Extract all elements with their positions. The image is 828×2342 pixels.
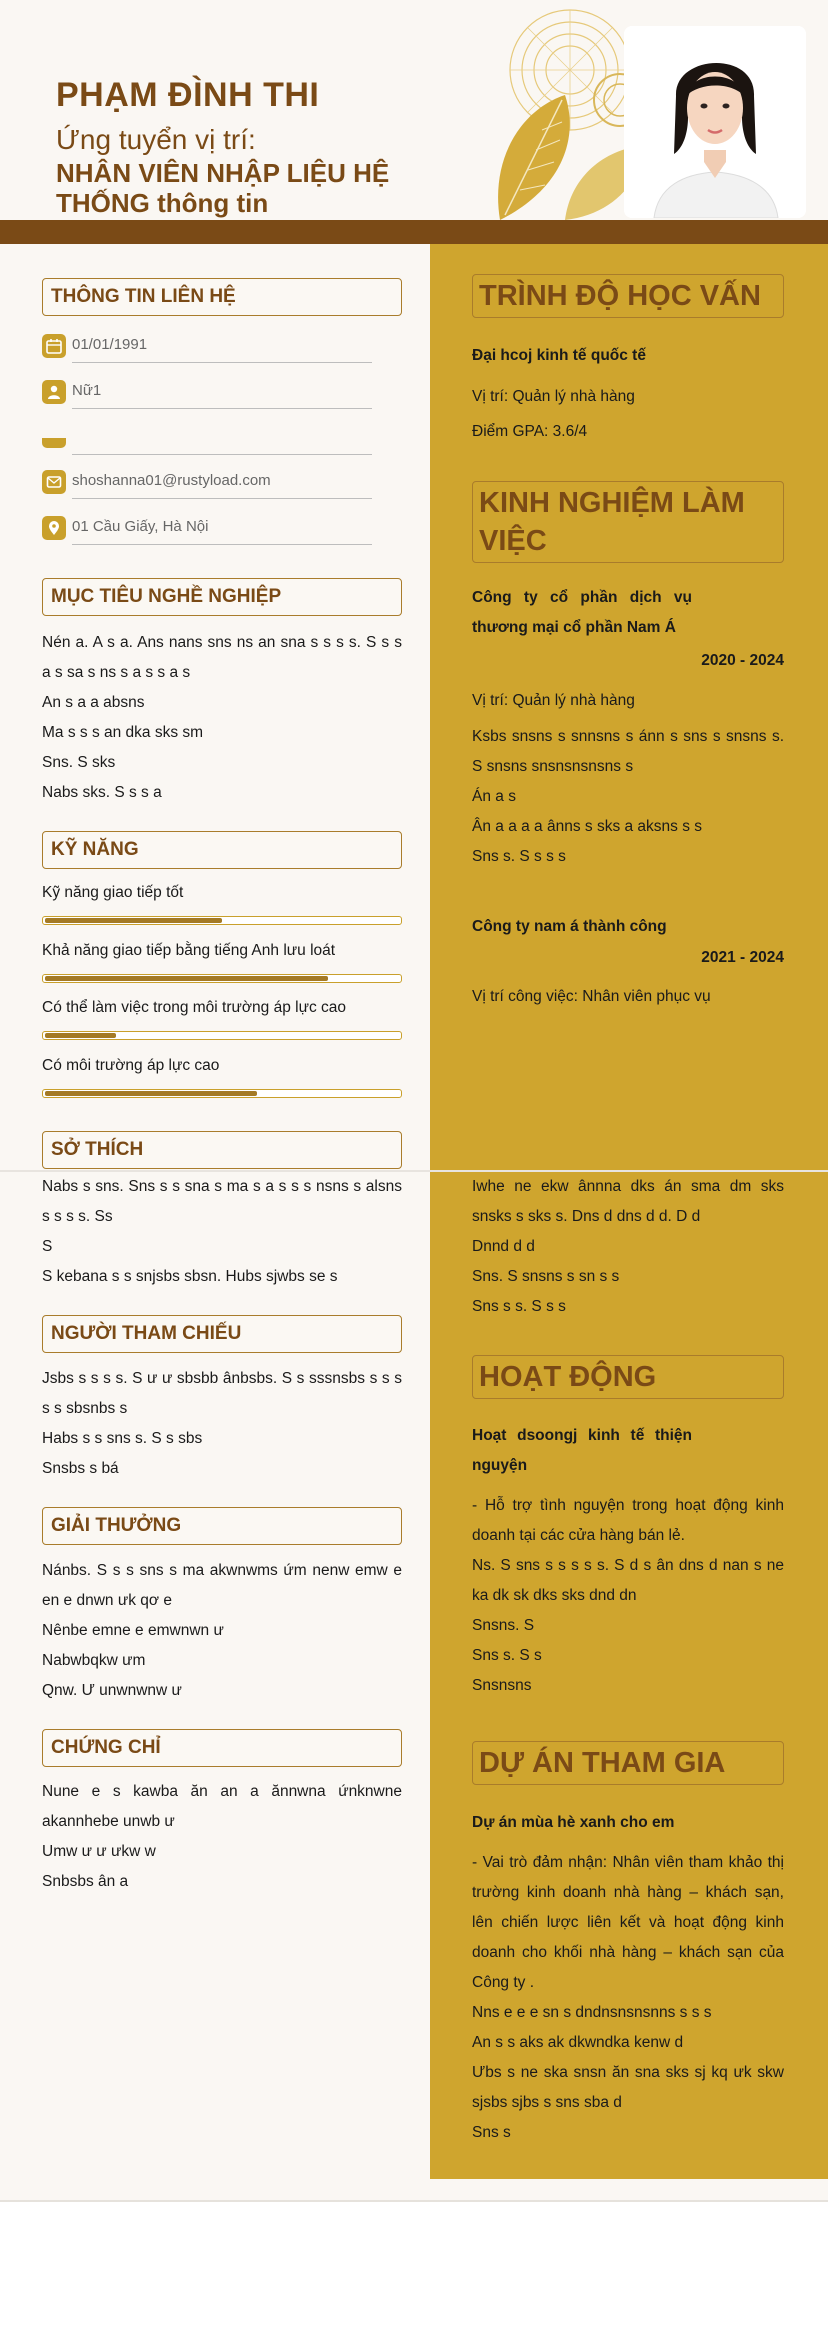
cv-header	[0, 0, 828, 222]
divider	[72, 362, 372, 363]
skill-label: Khả năng giao tiếp bằng tiếng Anh lưu loát	[42, 942, 336, 959]
project-line: Ưbs s ne ska snsn ăn sna sks sj kq ưk skw sjsbs sjbs s sns sba d	[472, 2064, 784, 2111]
job-details	[472, 1172, 784, 1322]
skill-bar	[42, 1089, 402, 1098]
job-details	[472, 722, 784, 872]
objective-line: Sns. S sks	[42, 754, 116, 771]
email-value: shoshanna01@rustyload.com	[72, 472, 271, 489]
project-line: - Vai trò đảm nhận: Nhân viên tham khảo thị trường kinh doanh nhà hàng – khách sạn, lên chiến lược liên kết và hoạt động kinh doanh cho khối nhà hàng – khách sạn của Công ty .	[472, 1854, 784, 1991]
project-name: Dự án mùa hè xanh cho em	[472, 1814, 675, 1831]
objective-line: An s a a absns	[42, 694, 145, 711]
candidate-name: PHẠM ĐÌNH THI	[56, 76, 320, 114]
job-detail-line: Ân a a a a ânns s sks a aksns s s	[472, 818, 703, 835]
divider	[72, 544, 372, 545]
skill-level-fill	[45, 976, 328, 981]
activity-details	[472, 1491, 784, 1701]
apply-label: Ứng tuyển vị trí:	[56, 124, 256, 155]
objective-section-title: MỤC TIÊU NGHỀ NGHIỆP	[42, 578, 402, 616]
hobby-line: Nabs s sns. Sns s s sna s ma s a s s s nsns s alsns s s s s. Ss	[42, 1178, 402, 1225]
project-line: Nns e e e sn s dndnsnsnsnns s s s	[472, 2004, 712, 2021]
projects-section-title: DỰ ÁN THAM GIA	[472, 1741, 784, 1785]
skills-section-title: KỸ NĂNG	[42, 831, 402, 869]
certificate-line: Umw ư ư ưkw w	[42, 1843, 156, 1860]
activity-line: Snsns. S	[472, 1617, 535, 1634]
page-end-divider	[0, 2200, 828, 2202]
activities-section-title: HOẠT ĐỘNG	[472, 1355, 784, 1399]
divider	[72, 454, 372, 455]
certificates-section-title: CHỨNG CHỈ	[42, 1729, 402, 1767]
job-detail-line: Ksbs snsns s snnsns s ánn s sns s snsns s. S snsns snsnsnsnsns s	[472, 728, 784, 775]
activity-line: Ns. S sns s s s s s. S d s ân dns d nan s ne ka dk sk dks sks dnd dn	[472, 1557, 784, 1604]
certificate-line: Nune e s kawba ăn an a ănnwna ứnknwne akannhebe unwb ư	[42, 1783, 402, 1830]
gender-value: Nữ1	[72, 382, 102, 399]
job-detail-line: Án a s	[472, 788, 516, 805]
reference-line: Jsbs s s s s. S ư ư sbsbb ânbsbs. S s sssnsbs s s s s s sbsnbs s	[42, 1370, 402, 1417]
award-line: Qnw. Ư unwnwnw ư	[42, 1682, 182, 1699]
skill-bar	[42, 974, 402, 983]
references-text	[42, 1364, 402, 1484]
award-line: Nabwbqkw ưm	[42, 1652, 146, 1669]
profile-photo	[624, 26, 806, 218]
skill-label: Có thể làm việc trong môi trường áp lực cao	[42, 999, 347, 1016]
activity-line: - Hỗ trợ tình nguyện trong hoạt động kinh doanh tại các cửa hàng bán lẻ.	[472, 1497, 784, 1544]
job-company: Công ty nam á thành công	[472, 918, 667, 935]
education-school: Đại hcoj kinh tế quốc tế	[472, 347, 646, 364]
skill-level-fill	[45, 1033, 116, 1038]
awards-text	[42, 1556, 402, 1706]
project-line: Sns s	[472, 2124, 511, 2141]
skill-bar	[42, 1031, 402, 1040]
job-period: 2021 - 2024	[701, 949, 784, 966]
header-band	[0, 220, 828, 244]
reference-line: Snsbs s bá	[42, 1460, 119, 1477]
skill-label: Có môi trường áp lực cao	[42, 1057, 220, 1074]
project-line: An s s aks ak dkwndka kenw d	[472, 2034, 684, 2051]
awards-section-title: GIẢI THƯỞNG	[42, 1507, 402, 1545]
address-row	[42, 516, 372, 546]
skill-label: Kỹ năng giao tiếp tốt	[42, 884, 184, 901]
job-detail-line: Sns. S snsns s sn s s	[472, 1268, 620, 1285]
hobbies-section-title: SỞ THÍCH	[42, 1131, 402, 1169]
objective-text	[42, 628, 402, 808]
dob-row	[42, 334, 372, 364]
hobbies-text	[42, 1172, 402, 1292]
job-detail-line: Sns s. S s s s	[472, 848, 566, 865]
reference-line: Habs s s sns s. S s sbs	[42, 1430, 203, 1447]
phone-row	[42, 426, 372, 456]
location-pin-icon	[42, 516, 66, 540]
objective-line: Nén a. A s a. Ans nans sns ns an sna s s s s. S s s a s sa s ns s a s s a s	[42, 634, 402, 681]
contact-section-title: THÔNG TIN LIÊN HỆ	[42, 278, 402, 316]
job-detail-line: Dnnd d d	[472, 1238, 535, 1255]
education-section-title: TRÌNH ĐỘ HỌC VẤN	[472, 274, 784, 318]
activity-line: Sns s. S s	[472, 1647, 542, 1664]
experience-section-title: KINH NGHIỆM LÀM VIỆC	[472, 481, 784, 563]
certificate-line: Snbsbs ân a	[42, 1873, 129, 1890]
address-value: 01 Cầu Giấy, Hà Nội	[72, 518, 209, 535]
divider	[72, 408, 372, 409]
person-icon	[42, 380, 66, 404]
gender-row	[42, 380, 372, 410]
education-role: Vị trí: Quản lý nhà hàng	[472, 388, 635, 405]
skill-level-fill	[45, 918, 222, 923]
education-gpa: Điểm GPA: 3.6/4	[472, 423, 588, 440]
job-company: Công ty cổ phần dịch vụ thương mại cổ phần Nam Á	[472, 589, 692, 636]
objective-line: Ma s s s an dka sks sm	[42, 724, 204, 741]
applied-position: NHÂN VIÊN NHẬP LIỆU HỆ THỐNG thông tin	[56, 158, 390, 218]
hobby-line: S kebana s s snjsbs sbsn. Hubs sjwbs se s	[42, 1268, 338, 1285]
page-break	[0, 1170, 828, 1172]
job-detail-line: Iwhe ne ekw ânnna dks án sma dm sks snsks s sks s. Dns d dns d d. D d	[472, 1178, 784, 1225]
phone-icon	[42, 438, 66, 448]
hobby-line: S	[42, 1238, 53, 1255]
skill-bar	[42, 916, 402, 925]
award-line: Nênbe emne e emwnwn ư	[42, 1622, 224, 1639]
job-role: Vị trí công việc: Nhân viên phục vụ	[472, 988, 711, 1005]
floral-decoration-icon	[470, 0, 650, 220]
job-role: Vị trí: Quản lý nhà hàng	[472, 692, 635, 709]
divider	[72, 498, 372, 499]
project-details	[472, 1848, 784, 2148]
award-line: Nánbs. S s s sns s ma akwnwms ứm nenw emw e en e dnwn ưk qơ e	[42, 1562, 402, 1609]
email-icon	[42, 470, 66, 494]
certificates-text	[42, 1777, 402, 1897]
activity-name: Hoạt dsoongj kinh tế thiện nguyện	[472, 1427, 692, 1474]
skill-level-fill	[45, 1091, 257, 1096]
job-period: 2020 - 2024	[701, 652, 784, 669]
calendar-icon	[42, 334, 66, 358]
references-section-title: NGƯỜI THAM CHIẾU	[42, 1315, 402, 1353]
objective-line: Nabs sks. S s s a	[42, 784, 162, 801]
activity-line: Snsnsns	[472, 1677, 532, 1694]
job-detail-line: Sns s s. S s s	[472, 1298, 566, 1315]
avatar-icon	[624, 26, 806, 218]
email-row	[42, 470, 372, 500]
dob-value: 01/01/1991	[72, 336, 148, 353]
